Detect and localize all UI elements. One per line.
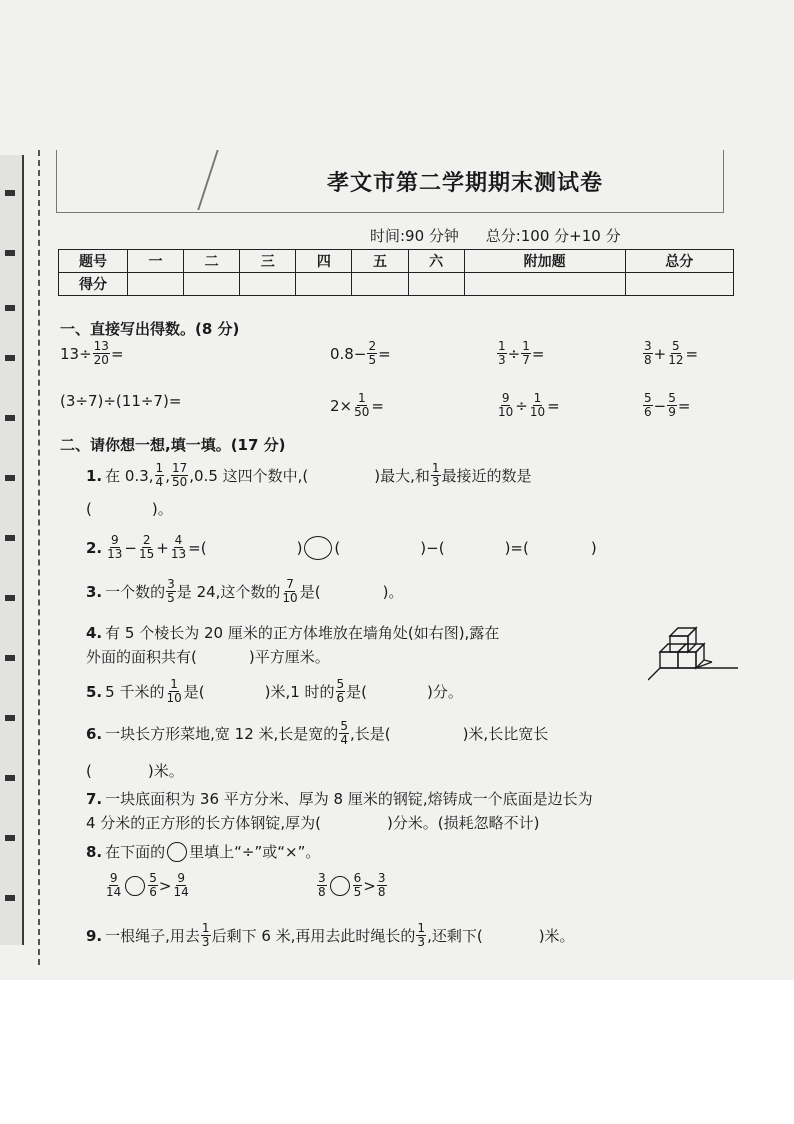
numerator: 7	[286, 577, 294, 591]
q2-text: =(	[188, 538, 207, 557]
numerator: 9	[177, 871, 185, 885]
binding-mark	[5, 895, 15, 901]
operator: −	[124, 538, 137, 557]
denominator: 14	[173, 885, 189, 899]
q5-text: 是(	[346, 683, 368, 701]
question-number: 9.	[86, 926, 103, 945]
denominator: 3	[201, 935, 210, 949]
denominator: 4	[155, 475, 164, 489]
q8-text: 在下面的	[105, 843, 166, 861]
denominator: 5	[167, 591, 175, 605]
col-2: 二	[184, 250, 240, 273]
operator: −	[653, 396, 667, 415]
denominator: 5	[353, 885, 362, 899]
question-number: 5.	[86, 682, 103, 701]
q3-text: 一个数的	[105, 583, 166, 601]
score-cell[interactable]	[184, 273, 240, 296]
fraction	[353, 392, 370, 419]
score-cell[interactable]	[240, 273, 296, 296]
q1-comma: ,	[165, 466, 170, 485]
denominator: 6	[149, 885, 157, 899]
denominator: 13	[170, 547, 187, 561]
fraction	[497, 392, 514, 419]
time-limit: 时间:90 分钟	[370, 227, 459, 245]
q6-text: ,长是(	[349, 725, 391, 743]
operator: +	[653, 344, 667, 363]
header-label: 题号	[59, 250, 128, 273]
q7-text: 一块底面积为 36 平方分米、厚为 8 厘米的钢锭,熔铸成一个底面是边长为	[105, 790, 593, 808]
question-number: 6.	[86, 724, 103, 743]
denominator: 15	[139, 547, 155, 561]
q8-expression-1	[104, 872, 191, 899]
stacked-cubes-figure	[648, 622, 744, 684]
denominator: 13	[107, 547, 123, 561]
numerator: 2	[368, 339, 377, 353]
binding-mark	[5, 835, 15, 841]
calc-e-text: (3÷7)÷(11÷7)=	[60, 392, 182, 410]
operator: ÷	[507, 344, 521, 363]
question-6-cont	[86, 760, 184, 781]
binding-mark	[5, 595, 15, 601]
q9-text: 后剩下 6 米,再用去此时绳长的	[211, 927, 416, 945]
q4-text: 外面的面积共有(	[86, 648, 197, 666]
circle-operator-icon[interactable]	[330, 876, 350, 896]
circle-operator-icon	[167, 842, 187, 862]
col-bonus: 附加题	[464, 250, 625, 273]
question-number: 2.	[86, 538, 103, 557]
binding-mark	[5, 415, 15, 421]
q7-text: 4 分米的正方形的长方体钢锭,厚为(	[86, 814, 321, 832]
calc-a	[60, 340, 124, 367]
fraction	[336, 678, 346, 705]
q3-text: 是 24,这个数的	[176, 583, 281, 601]
denominator: 6	[336, 691, 345, 705]
binding-mark	[5, 305, 15, 311]
cube-face	[678, 652, 696, 668]
question-7-cont	[86, 812, 540, 833]
binding-mark	[5, 715, 15, 721]
calc-b-post: =	[378, 344, 391, 363]
numerator: 5	[668, 391, 676, 405]
q8-text: 里填上“÷”或“×”。	[189, 843, 321, 861]
question-4	[86, 622, 499, 643]
q3-text: )。	[382, 583, 404, 601]
denominator: 5	[368, 353, 377, 367]
q1-text: (	[86, 499, 92, 518]
numerator: 1	[417, 921, 426, 935]
question-number: 1.	[86, 466, 103, 485]
fraction	[497, 340, 507, 367]
calc-a-pre: 13÷	[60, 344, 92, 363]
comparison-sign: >	[363, 876, 376, 895]
q8-expression-2	[316, 872, 388, 899]
fraction	[339, 720, 349, 747]
binding-mark	[5, 355, 15, 361]
score-table-score-row	[59, 273, 734, 296]
calc-c	[496, 340, 544, 367]
numerator: 13	[93, 339, 109, 353]
fraction	[667, 340, 684, 367]
fraction	[281, 578, 298, 605]
q9-text: 一根绳子,用去	[105, 927, 200, 945]
question-number: 4.	[86, 623, 103, 642]
cube-side	[688, 628, 696, 652]
numerator: 9	[501, 391, 510, 405]
numerator: 6	[353, 871, 362, 885]
q1-text: 最接近的数是	[441, 467, 532, 485]
binding-mark	[5, 535, 15, 541]
denominator: 10	[529, 405, 546, 419]
denominator: 10	[282, 591, 298, 605]
denominator: 8	[377, 885, 386, 899]
fraction	[201, 922, 211, 949]
numerator: 3	[167, 577, 175, 591]
numerator: 5	[672, 339, 680, 353]
circle-operator-icon[interactable]	[304, 536, 332, 560]
question-4-cont	[86, 646, 330, 667]
calc-f	[330, 392, 384, 419]
score-cell[interactable]	[128, 273, 184, 296]
header-slash	[197, 150, 218, 210]
fraction	[377, 872, 387, 899]
denominator: 50	[354, 405, 370, 419]
numerator: 3	[644, 339, 652, 353]
binding-mark	[5, 655, 15, 661]
question-number: 8.	[86, 842, 103, 861]
fraction	[106, 534, 123, 561]
calc-a-post: =	[110, 344, 124, 363]
question-5	[86, 678, 463, 705]
question-9	[86, 922, 575, 949]
calc-h	[642, 392, 690, 419]
q1-text: 在 0.3,	[105, 467, 154, 485]
denominator: 50	[171, 475, 188, 489]
numerator: 5	[644, 391, 652, 405]
numerator: 1	[170, 677, 178, 691]
col-1: 一	[128, 250, 184, 273]
calc-g-post: =	[547, 396, 560, 415]
q2-text: (	[334, 538, 341, 557]
question-6	[86, 720, 548, 747]
denominator: 8	[318, 885, 326, 899]
q3-text: 是(	[299, 583, 321, 601]
denominator: 3	[431, 475, 440, 489]
score-cell[interactable]	[464, 273, 625, 296]
fraction	[165, 678, 182, 705]
fraction	[170, 534, 187, 561]
fraction	[166, 578, 176, 605]
score-table	[58, 249, 734, 296]
numerator: 5	[149, 871, 157, 885]
denominator: 3	[417, 935, 426, 949]
numerator: 1	[522, 339, 530, 353]
fraction	[105, 872, 122, 899]
denominator: 10	[166, 691, 182, 705]
q5-text: 5 千米的	[105, 683, 165, 701]
fraction	[148, 872, 158, 899]
cube-face	[660, 652, 678, 668]
fraction	[155, 462, 165, 489]
q7-text: )分米。(损耗忽略不计)	[386, 814, 540, 832]
numerator: 9	[109, 871, 118, 885]
fraction	[643, 392, 653, 419]
q2-text: )	[296, 538, 303, 557]
denominator: 20	[93, 353, 109, 367]
numerator: 4	[174, 533, 183, 547]
fraction	[138, 534, 155, 561]
denominator: 14	[106, 885, 122, 899]
numerator: 3	[377, 871, 386, 885]
q1-text: )。	[151, 500, 173, 518]
fraction	[93, 340, 110, 367]
denominator: 9	[668, 405, 676, 419]
q6-text: )米,长比宽长	[462, 725, 549, 743]
denominator: 10	[498, 405, 514, 419]
numerator: 17	[171, 461, 188, 475]
q1-text: )最大,和	[374, 467, 430, 485]
cut-line	[38, 150, 40, 965]
question-number: 3.	[86, 582, 103, 601]
q6-text: 一块长方形菜地,宽 12 米,长是宽的	[105, 725, 339, 743]
operator: +	[156, 538, 169, 557]
fraction	[416, 922, 426, 949]
q2-text: )=(	[504, 538, 529, 557]
q6-text: (	[86, 761, 92, 780]
question-number: 7.	[86, 789, 103, 808]
calc-d	[642, 340, 698, 367]
denominator: 6	[644, 405, 652, 419]
col-3: 三	[240, 250, 296, 273]
numerator: 1	[431, 461, 440, 475]
numerator: 1	[155, 461, 164, 475]
calc-d-post: =	[685, 344, 699, 363]
circle-operator-icon[interactable]	[125, 876, 145, 896]
calc-h-post: =	[677, 396, 691, 415]
fraction	[367, 340, 377, 367]
operator: ÷	[515, 396, 528, 415]
calc-e	[60, 392, 181, 410]
q5-text: )分。	[427, 683, 463, 701]
q5-text: 是(	[183, 683, 205, 701]
binding-mark	[5, 250, 15, 256]
calc-b	[330, 340, 391, 367]
total-score: 总分:100 分+10 分	[485, 227, 621, 245]
col-6: 六	[408, 250, 464, 273]
exam-meta	[370, 225, 643, 246]
question-1-cont	[86, 498, 173, 519]
q2-text: )	[590, 538, 597, 557]
fraction	[171, 462, 188, 489]
comparison-sign: >	[158, 876, 172, 895]
numerator: 1	[498, 339, 506, 353]
wall-line	[648, 668, 660, 680]
score-cell[interactable]	[296, 273, 352, 296]
numerator: 1	[533, 391, 542, 405]
numerator: 1	[357, 391, 366, 405]
col-5: 五	[352, 250, 408, 273]
calc-f-post: =	[371, 396, 384, 415]
binding-strip	[0, 155, 24, 945]
calc-g	[496, 392, 560, 419]
calc-f-pre: 2×	[330, 396, 353, 415]
page-title: 孝文市第二学期期末测试卷	[326, 170, 603, 196]
score-table-header-row	[59, 250, 734, 273]
q5-text: )米,1 时的	[264, 683, 335, 701]
q2-text: )−(	[420, 538, 445, 557]
cube-side	[696, 644, 704, 668]
denominator: 12	[668, 353, 684, 367]
fraction	[521, 340, 531, 367]
question-7	[86, 788, 593, 809]
numerator: 5	[336, 677, 345, 691]
fraction	[173, 872, 190, 899]
binding-mark	[5, 475, 15, 481]
numerator: 9	[110, 533, 119, 547]
binding-mark	[5, 775, 15, 781]
question-3	[86, 578, 403, 605]
fraction	[353, 872, 363, 899]
score-label: 得分	[59, 273, 128, 296]
question-8	[86, 841, 320, 862]
denominator: 8	[644, 353, 652, 367]
q4-text: )平方厘米。	[248, 648, 330, 666]
q6-text: )米。	[147, 762, 184, 780]
denominator: 3	[498, 353, 506, 367]
q9-text: ,还剩下(	[427, 927, 483, 945]
edge-line	[704, 660, 712, 662]
fraction	[317, 872, 327, 899]
binding-mark	[5, 190, 15, 196]
section1-heading: 一、直接写出得数。(8 分)	[60, 320, 240, 338]
col-4: 四	[296, 250, 352, 273]
fraction	[529, 392, 546, 419]
question-2	[86, 534, 597, 561]
numerator: 3	[318, 871, 326, 885]
section2-heading: 二、请你想一想,填一填。(17 分)	[60, 436, 286, 454]
denominator: 4	[340, 733, 348, 747]
fraction	[667, 392, 677, 419]
denominator: 7	[522, 353, 530, 367]
fraction	[431, 462, 441, 489]
score-cell[interactable]	[625, 273, 734, 296]
q1-text: ,0.5 这四个数中,(	[189, 467, 309, 485]
question-1	[86, 462, 532, 489]
score-cell[interactable]	[408, 273, 464, 296]
calc-b-pre: 0.8−	[330, 344, 367, 363]
q4-text: 有 5 个棱长为 20 厘米的正方体堆放在墙角处(如右图),露在	[105, 624, 500, 642]
q9-text: )米。	[538, 927, 575, 945]
score-cell[interactable]	[352, 273, 408, 296]
calc-c-post: =	[531, 344, 545, 363]
numerator: 1	[201, 921, 210, 935]
numerator: 2	[142, 533, 151, 547]
fraction	[643, 340, 653, 367]
numerator: 5	[340, 719, 348, 733]
col-total: 总分	[625, 250, 734, 273]
